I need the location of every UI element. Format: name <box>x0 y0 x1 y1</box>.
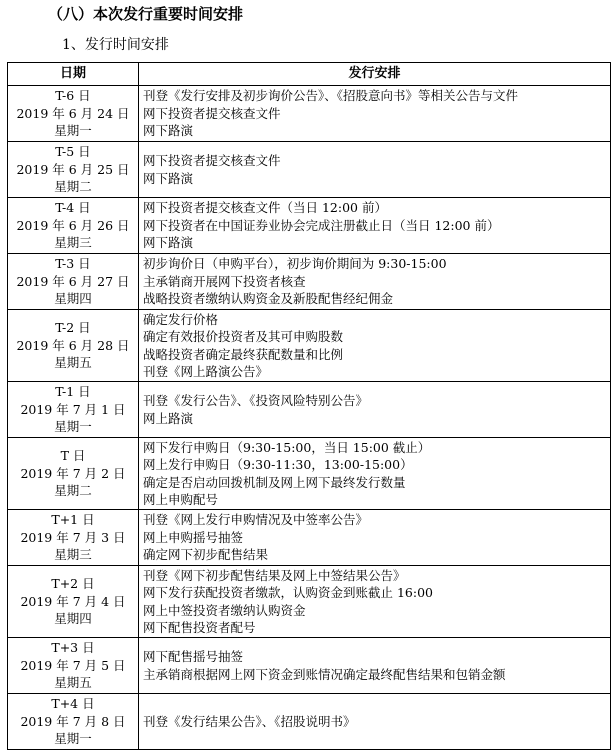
arrangement-item: 刊登《发行结果公告》、《招股说明书》 <box>143 713 356 729</box>
arrangement-cell <box>139 142 611 198</box>
arrangement-item: 刊登《网下初步配售结果及网上中签结果公告》 <box>143 567 406 583</box>
arrangement-item: 战略投资者缴纳认购资金及新股配售经纪佣金 <box>143 291 394 307</box>
table-row <box>8 694 611 750</box>
arrangement-item: 确定发行价格 <box>143 311 219 327</box>
arrangement-item: 网下配售摇号抽签 <box>143 649 244 664</box>
table-row <box>8 438 611 510</box>
weekday: 星期二 <box>54 483 92 499</box>
table-row <box>8 198 611 254</box>
arrangement-item: 网下路演 <box>143 123 194 139</box>
day-label: T-5 日 <box>55 144 91 160</box>
calendar-date: 2019 年 7 月 1 日 <box>20 401 126 417</box>
day-label: T+2 日 <box>51 576 95 592</box>
arrangement-item: 刊登《网上路演公告》 <box>143 364 269 379</box>
arrangement-item: 网下发行获配投资者缴款，认购资金到账截止 16:00 <box>143 585 433 600</box>
arrangement-item: 网下发行申购日（9:30-15:00，当日 15:00 截止） <box>143 439 431 455</box>
date-cell <box>8 382 139 438</box>
date-cell <box>8 86 139 142</box>
date-cell <box>8 510 139 566</box>
table-row <box>8 142 611 198</box>
weekday: 星期一 <box>54 123 92 139</box>
table-row <box>8 254 611 310</box>
arrangement-cell <box>139 438 611 510</box>
arrangement-cell <box>139 382 611 438</box>
arrangement-cell <box>139 198 611 254</box>
calendar-date: 2019 年 6 月 27 日 <box>16 273 130 289</box>
schedule-table <box>7 62 611 750</box>
arrangement-item: 网下投资者提交核查文件（当日 12:00 前） <box>143 200 387 216</box>
calendar-date: 2019 年 6 月 24 日 <box>16 105 130 121</box>
arrangement-cell <box>139 638 611 694</box>
date-cell <box>8 638 139 694</box>
arrangement-item: 主承销商根据网上网下资金到账情况确定最终配售结果和包销金额 <box>143 666 506 682</box>
arrangement-item: 确定是否启动回拨机制及网上网下最终发行数量 <box>143 474 406 490</box>
arrangement-item: 网下路演 <box>143 235 194 251</box>
header-arrangement: 发行安排 <box>139 63 611 86</box>
table-row <box>8 510 611 566</box>
table-row <box>8 566 611 638</box>
arrangement-item: 网上中签投资者缴纳认购资金 <box>143 602 306 618</box>
day-label: T-6 日 <box>55 88 91 104</box>
arrangement-cell <box>139 694 611 750</box>
arrangement-item: 刊登《发行安排及初步询价公告》、《招股意向书》等相关公告与文件 <box>143 88 519 104</box>
date-cell <box>8 566 139 638</box>
date-cell <box>8 142 139 198</box>
table-row <box>8 86 611 142</box>
arrangement-cell <box>139 86 611 142</box>
arrangement-item: 网下配售投资者配号 <box>143 620 256 635</box>
arrangement-item: 网下投资者提交核查文件 <box>143 105 281 121</box>
arrangement-item: 初步询价日（申购平台），初步询价期间为 9:30-15:00 <box>143 256 447 272</box>
weekday: 星期五 <box>54 675 92 691</box>
weekday: 星期四 <box>54 291 92 307</box>
arrangement-cell <box>139 310 611 382</box>
arrangement-cell <box>139 254 611 310</box>
weekday: 星期五 <box>54 355 92 371</box>
table-row <box>8 638 611 694</box>
calendar-date: 2019 年 6 月 25 日 <box>16 161 130 177</box>
calendar-date: 2019 年 7 月 2 日 <box>20 465 126 481</box>
calendar-date: 2019 年 6 月 26 日 <box>16 217 130 233</box>
weekday: 星期四 <box>54 611 92 627</box>
calendar-date: 2019 年 6 月 28 日 <box>16 337 130 353</box>
arrangement-item: 刊登《网上发行申购情况及中签率公告》 <box>143 512 369 528</box>
weekday: 星期一 <box>54 419 92 435</box>
header-date: 日期 <box>8 63 139 86</box>
arrangement-item: 网上发行申购日（9:30-11:30，13:00-15:00） <box>143 457 413 472</box>
arrangement-cell <box>139 566 611 638</box>
arrangement-item: 确定有效报价投资者及其可申购股数 <box>143 329 344 344</box>
arrangement-item: 确定网下初步配售结果 <box>143 547 269 563</box>
day-label: T-1 日 <box>55 384 91 400</box>
arrangement-item: 刊登《发行公告》、《投资风险特别公告》 <box>143 393 369 408</box>
arrangement-item: 网下路演 <box>143 170 194 186</box>
day-label: T-4 日 <box>55 200 91 216</box>
arrangement-item: 网上路演 <box>143 410 194 426</box>
arrangement-item: 网上申购摇号抽签 <box>143 529 244 545</box>
date-cell <box>8 198 139 254</box>
date-cell <box>8 438 139 510</box>
date-cell <box>8 694 139 750</box>
arrangement-item: 主承销商开展网下投资者核查 <box>143 273 306 289</box>
weekday: 星期二 <box>54 179 92 195</box>
arrangement-item: 网下投资者提交核查文件 <box>143 153 281 168</box>
table-row <box>8 382 611 438</box>
day-label: T+3 日 <box>51 640 95 656</box>
weekday: 星期三 <box>54 235 92 251</box>
day-label: T-3 日 <box>55 256 91 272</box>
calendar-date: 2019 年 7 月 3 日 <box>20 529 126 545</box>
arrangement-item: 网上申购配号 <box>143 492 219 507</box>
table-header-row <box>8 63 611 86</box>
day-label: T+1 日 <box>51 512 95 528</box>
date-cell <box>8 254 139 310</box>
date-cell <box>8 310 139 382</box>
calendar-date: 2019 年 7 月 8 日 <box>20 713 126 729</box>
calendar-date: 2019 年 7 月 4 日 <box>20 593 126 609</box>
table-row <box>8 310 611 382</box>
arrangement-item: 战略投资者确定最终获配数量和比例 <box>143 346 344 362</box>
day-label: T+4 日 <box>51 696 95 712</box>
day-label: T 日 <box>60 448 86 464</box>
calendar-date: 2019 年 7 月 5 日 <box>20 657 126 673</box>
sub-title: 1、发行时间安排 <box>62 37 169 53</box>
weekday: 星期一 <box>54 731 92 747</box>
section-title: （八）本次发行重要时间安排 <box>48 5 244 23</box>
weekday: 星期三 <box>54 547 92 563</box>
arrangement-cell <box>139 510 611 566</box>
day-label: T-2 日 <box>55 320 91 336</box>
arrangement-item: 网下投资者在中国证券业协会完成注册截止日（当日 12:00 前） <box>143 217 500 233</box>
